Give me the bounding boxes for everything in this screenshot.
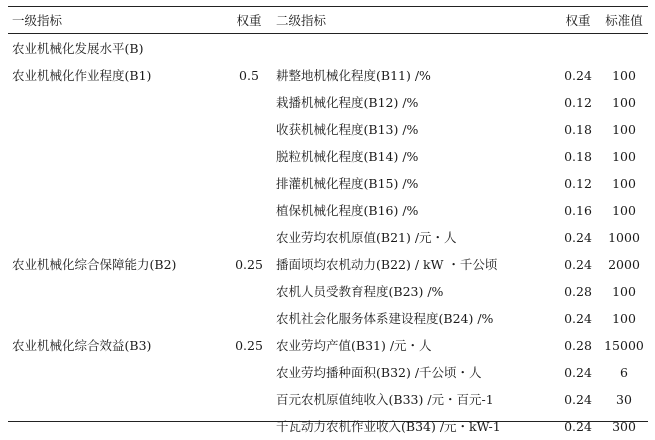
cell-level1-weight (230, 386, 268, 413)
table-row (8, 359, 648, 386)
header-level2-indicator: 二级指标 (276, 13, 327, 28)
cell-level2-weight: 0.24 (564, 68, 592, 83)
cell-level2-indicator: 农机社会化服务体系建设程度(B24) /% (276, 311, 494, 326)
table-row (8, 89, 648, 116)
cell-level1-weight (230, 170, 268, 197)
cell-standard-value: 15000 (604, 338, 644, 353)
cell-level2-indicator: 收获机械化程度(B13) /% (276, 122, 419, 137)
table-row (8, 332, 648, 359)
cell-level2-indicator: 千瓦动力农机作业收入(B34) /元・kW-1 (276, 419, 501, 434)
cell-level1-weight (230, 278, 268, 305)
cell-level2-weight: 0.28 (564, 338, 592, 353)
cell-level2-indicator: 农业劳均农机原值(B21) /元・人 (276, 230, 457, 245)
header-level1-indicator: 一级指标 (12, 13, 63, 28)
cell-level1-weight (230, 305, 268, 332)
cell-level2-weight (556, 35, 600, 62)
cell-level1-indicator: 农业机械化作业程度(B1) (12, 68, 152, 83)
cell-level1-weight: 0.5 (239, 68, 259, 83)
cell-level1-indicator: 农业机械化发展水平(B) (12, 41, 144, 56)
cell-level2-weight: 0.24 (564, 311, 592, 326)
cell-level2-indicator: 脱粒机械化程度(B14) /% (276, 149, 419, 164)
cell-level1-weight (230, 197, 268, 224)
cell-level2-weight: 0.24 (564, 257, 592, 272)
cell-level1-indicator: 农业机械化综合效益(B3) (12, 338, 152, 353)
cell-standard-value: 300 (612, 419, 636, 434)
cell-standard-value: 100 (612, 203, 636, 218)
cell-standard-value: 100 (612, 284, 636, 299)
cell-level2-indicator: 排灌机械化程度(B15) /% (276, 176, 419, 191)
table-row (8, 278, 648, 305)
table-row (8, 62, 648, 89)
cell-level1-weight: 0.25 (235, 338, 263, 353)
cell-level1-weight (230, 359, 268, 386)
cell-level1-weight (230, 116, 268, 143)
cell-standard-value: 2000 (608, 257, 640, 272)
cell-level1-weight (230, 143, 268, 170)
cell-level1-weight (230, 413, 268, 440)
cell-standard-value: 6 (620, 365, 628, 380)
cell-level2-weight: 0.18 (564, 149, 592, 164)
cell-level2-indicator: 耕整地机械化程度(B11) /% (276, 68, 431, 83)
table-row (8, 305, 648, 332)
cell-standard-value (602, 35, 646, 62)
table-row (8, 116, 648, 143)
header-standard-value: 标准值 (605, 13, 643, 28)
cell-level2-indicator: 百元农机原值纯收入(B33) /元・百元-1 (276, 392, 494, 407)
table-row (8, 143, 648, 170)
cell-level1-weight (230, 89, 268, 116)
cell-level2-indicator: 农机人员受教育程度(B23) /% (276, 284, 444, 299)
cell-standard-value: 30 (616, 392, 632, 407)
cell-level2-weight: 0.16 (564, 203, 592, 218)
cell-standard-value: 100 (612, 176, 636, 191)
table-row (8, 251, 648, 278)
table-row (8, 197, 648, 224)
cell-level2-weight: 0.24 (564, 230, 592, 245)
cell-level2-weight: 0.24 (564, 365, 592, 380)
cell-level1-indicator: 农业机械化综合保障能力(B2) (12, 257, 177, 272)
cell-level1-weight (230, 35, 268, 62)
cell-standard-value: 1000 (608, 230, 640, 245)
table-row (8, 170, 648, 197)
cell-level2-weight: 0.24 (564, 392, 592, 407)
header-level2-weight: 权重 (565, 13, 591, 28)
cell-level1-weight: 0.25 (235, 257, 263, 272)
cell-standard-value: 100 (612, 149, 636, 164)
cell-standard-value: 100 (612, 311, 636, 326)
cell-standard-value: 100 (612, 68, 636, 83)
cell-level2-weight: 0.28 (564, 284, 592, 299)
cell-level2-weight: 0.18 (564, 122, 592, 137)
cell-level2-indicator: 植保机械化程度(B16) /% (276, 203, 419, 218)
cell-level2-indicator: 播面顷均农机动力(B22) / kW ・千公顷 (276, 257, 498, 272)
cell-level2-weight: 0.12 (564, 95, 592, 110)
cell-level1-weight (230, 224, 268, 251)
cell-level2-indicator: 农业劳均播种面积(B32) /千公顷・人 (276, 365, 482, 380)
table-header-rule (8, 33, 648, 34)
cell-level2-indicator: 农业劳均产值(B31) /元・人 (276, 338, 432, 353)
cell-standard-value: 100 (612, 122, 636, 137)
cell-level2-weight: 0.24 (564, 419, 592, 434)
cell-standard-value: 100 (612, 95, 636, 110)
table-row (8, 35, 648, 62)
table-row (8, 224, 648, 251)
table-row (8, 386, 648, 413)
cell-level2-indicator: 栽播机械化程度(B12) /% (276, 95, 419, 110)
table-bottom-rule (8, 421, 648, 422)
header-level1-weight: 权重 (236, 13, 262, 28)
table-row (8, 413, 648, 440)
table-header-row (8, 7, 648, 34)
cell-level2-weight: 0.12 (564, 176, 592, 191)
